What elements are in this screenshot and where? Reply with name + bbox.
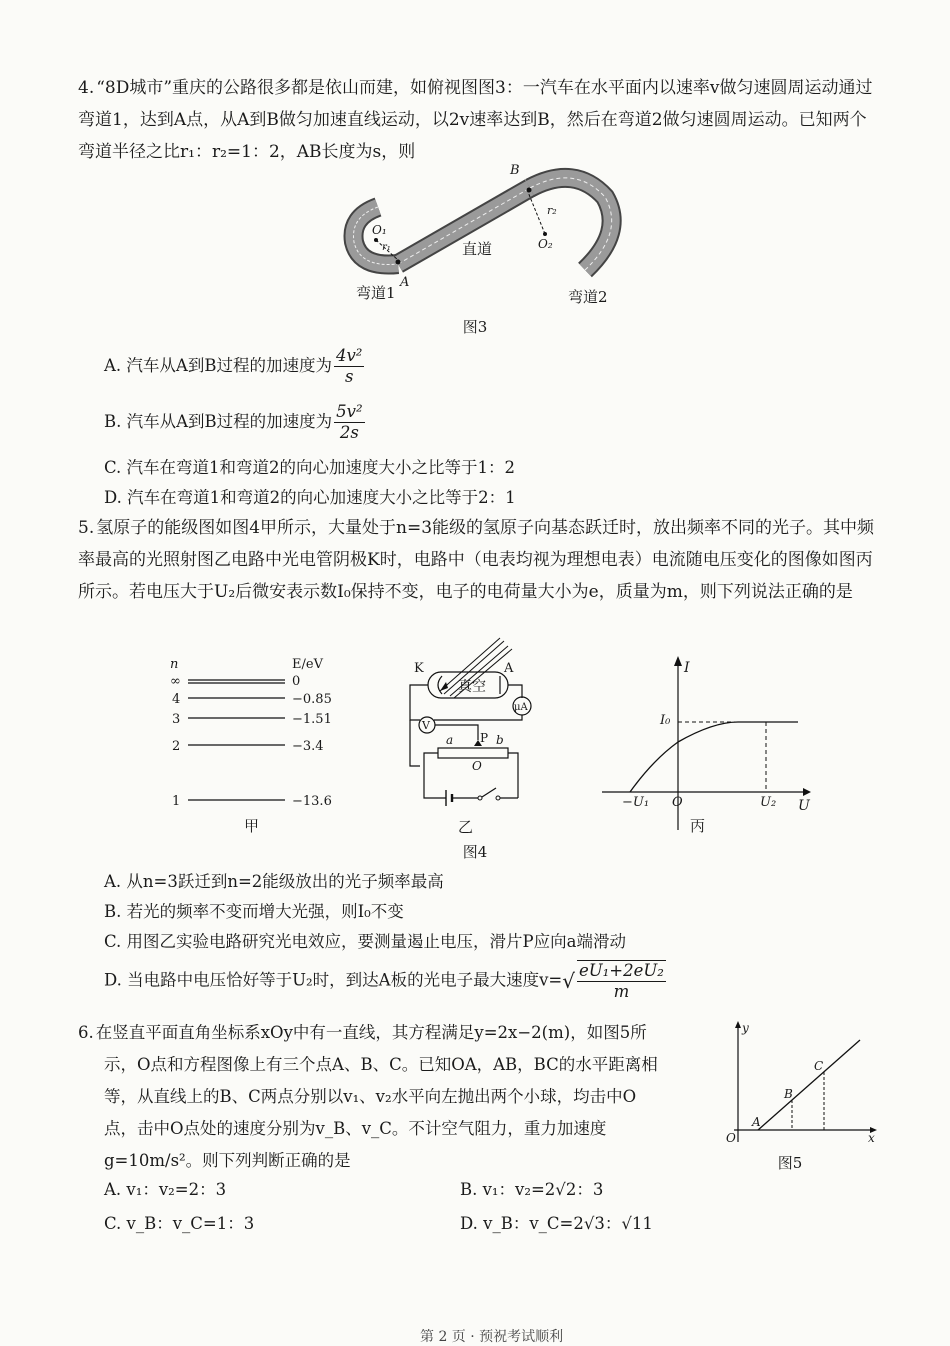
option-6D: D. v_B：v_C=2√3：√11 [460,1214,653,1233]
level-n: 3 [172,712,181,727]
label-I0: I₀ [660,713,671,728]
option-6B: B. v₁：v₂=2√2：3 [460,1180,604,1199]
label-A-plate: A [504,661,514,676]
option-6C: C. v_B：v_C=1：3 [104,1214,255,1233]
question-number: 5. [78,518,95,538]
question-6-line-4: 点，击中O点处的速度分别为v_B、v_C。不计空气阻力，重力加速度 [104,1119,607,1138]
label-r1: r₁ [382,242,391,253]
line-y-2x-2 [758,1040,860,1130]
fraction-numerator: 4v² [335,346,363,365]
fraction-denominator: 2s [339,423,359,442]
level-n: 1 [172,794,181,809]
origin-O: O [726,1131,736,1145]
option-5D: D. 当电路中电压恰好等于U₂时，到达A板的光电子最大速度v=√ $\frac{\text{eU₁+2eU₂}}{m}$ [104,961,664,1001]
bing-label: 丙 [690,817,706,835]
label-O-rheostat: O [472,759,482,773]
option-text: D. 当电路中电压恰好等于U₂时，到达A板的光电子最大速度v= [104,970,563,990]
level-4 [172,692,332,707]
level-e: −0.85 [292,692,332,707]
label-vacuum: 真空 [458,679,486,695]
figure-3-caption: 图3 [462,318,488,336]
label-straight: 直道 [462,240,493,258]
fraction-numerator: 5v² [336,402,363,421]
option-text: B. 汽车从A到B过程的加速度为 [104,412,333,431]
question-number: 6. [78,1023,94,1042]
level-inf [170,674,300,689]
label-A: A [400,275,410,290]
fraction-denominator: m [613,982,630,1001]
label-neg-U1: −U₁ [622,795,650,810]
level-e: −13.6 [292,794,332,809]
label-O2: O₂ [538,237,553,251]
jia-label: 甲 [244,817,260,835]
level-e: −1.51 [292,712,332,727]
axis-y: y [742,1021,749,1035]
question-5-stem [78,512,878,608]
label-U2: U₂ [760,795,777,810]
question-6-line-5: g=10m/s²。则下列判断正确的是 [104,1151,351,1170]
option-5A: A. 从n=3跃迁到n=2能级放出的光子频率最高 [104,872,444,891]
figure-5-caption: 图5 [777,1154,803,1172]
option-4A [104,346,366,387]
option-5C: C. 用图乙实验电路研究光电效应，要测量遏止电压，滑片P应向a端滑动 [104,932,626,951]
axis-I: I [684,660,690,676]
option-4C: C. 汽车在弯道1和弯道2的向心加速度大小之比等于1：2 [104,458,516,477]
label-a: a [446,733,454,747]
level-3 [172,712,332,727]
question-6-line-2: 示，O点和方程图像上有三个点A、B、C。已知OA，AB，BC的水平距离相 [104,1055,658,1074]
axis-x: x [868,1131,875,1145]
label-curve2: 弯道2 [568,288,608,306]
label-P: P [480,731,489,745]
figure-3 [340,152,650,312]
question-5 [78,512,878,608]
point-B: B [784,1087,793,1101]
question-stem: 氢原子的能级图如图4甲所示，大量处于n=3能级的氢原子向基态跃迁时，放出频率不同的光子。其中频率最高的光照射图乙电路中光电管阴极K时，电路中（电表均视为理想电表）电流随电压变化的图像如图丙所示。若电压大于U₂后微安表示数I₀保持不变，电子的电荷量大小为e，质量为m，则下列说法正确的是 [78,518,875,602]
label-curve1: 弯道1 [356,284,396,302]
figure-5 [720,1018,880,1148]
label-r2: r₂ [547,204,557,217]
point-C: C [814,1059,824,1073]
option-5B: B. 若光的频率不变而增大光强，则I₀不变 [104,902,404,921]
stem-line: 在竖直平面直角坐标系xOy中有一直线，其方程满足y=2x−2(m)，如图5所 [95,1023,647,1042]
point-A: A [752,1115,761,1129]
label-B: B [510,163,520,178]
label-K: K [414,661,424,676]
figure-4-bing [598,650,813,836]
label-O-origin: O [672,795,683,810]
page-footer: 第 2 页 · 预祝考试顺利 [420,1329,564,1345]
option-text: A. 汽车从A到B过程的加速度为 [104,356,332,375]
fraction-numerator: eU₁+2eU₂ [578,961,664,980]
fraction-denominator: s [344,367,354,386]
question-6-line-3: 等，从直线上的B、C两点分别以v₁、v₂水平向左抛出两个小球，均击中O [104,1087,637,1106]
label-b: b [496,733,504,747]
label-V: V [422,719,430,732]
level-2 [172,739,324,754]
label-O1: O₁ [372,223,387,237]
question-6-line-1 [78,1017,718,1049]
option-4B [104,402,367,443]
level-n: 4 [172,692,181,707]
option-6A: A. v₁：v₂=2：3 [104,1180,227,1199]
yi-label: 乙 [458,818,474,836]
question-6 [78,1017,718,1177]
question-number: 4. [78,78,95,98]
question-stem: “8D城市”重庆的公路很多都是依山而建，如俯视图图3：一汽车在水平面内以速率v做匀速圆周运动通过弯道1，达到A点，从A到B做匀加速直线运动，以2v速率达到B，然后在弯道2做匀速圆周运动。已知两个弯道半径之比r₁：r₂=1：2，AB长度为s，则 [78,78,873,162]
figure-4-jia [160,650,360,835]
iu-curve [630,722,798,792]
figure-4-caption: 图4 [462,843,488,861]
label-uA: μA [514,702,528,713]
n-header: n [170,657,179,672]
option-4D: D. 汽车在弯道1和弯道2的向心加速度大小之比等于2：1 [104,488,516,507]
e-header: E/eV [292,657,323,672]
level-1 [172,794,332,809]
level-n: 2 [172,739,181,754]
figure-4-yi [400,636,540,836]
level-e: 0 [292,674,301,689]
level-e: −3.4 [292,739,324,754]
level-n: ∞ [170,674,181,689]
axis-U: U [798,798,810,814]
